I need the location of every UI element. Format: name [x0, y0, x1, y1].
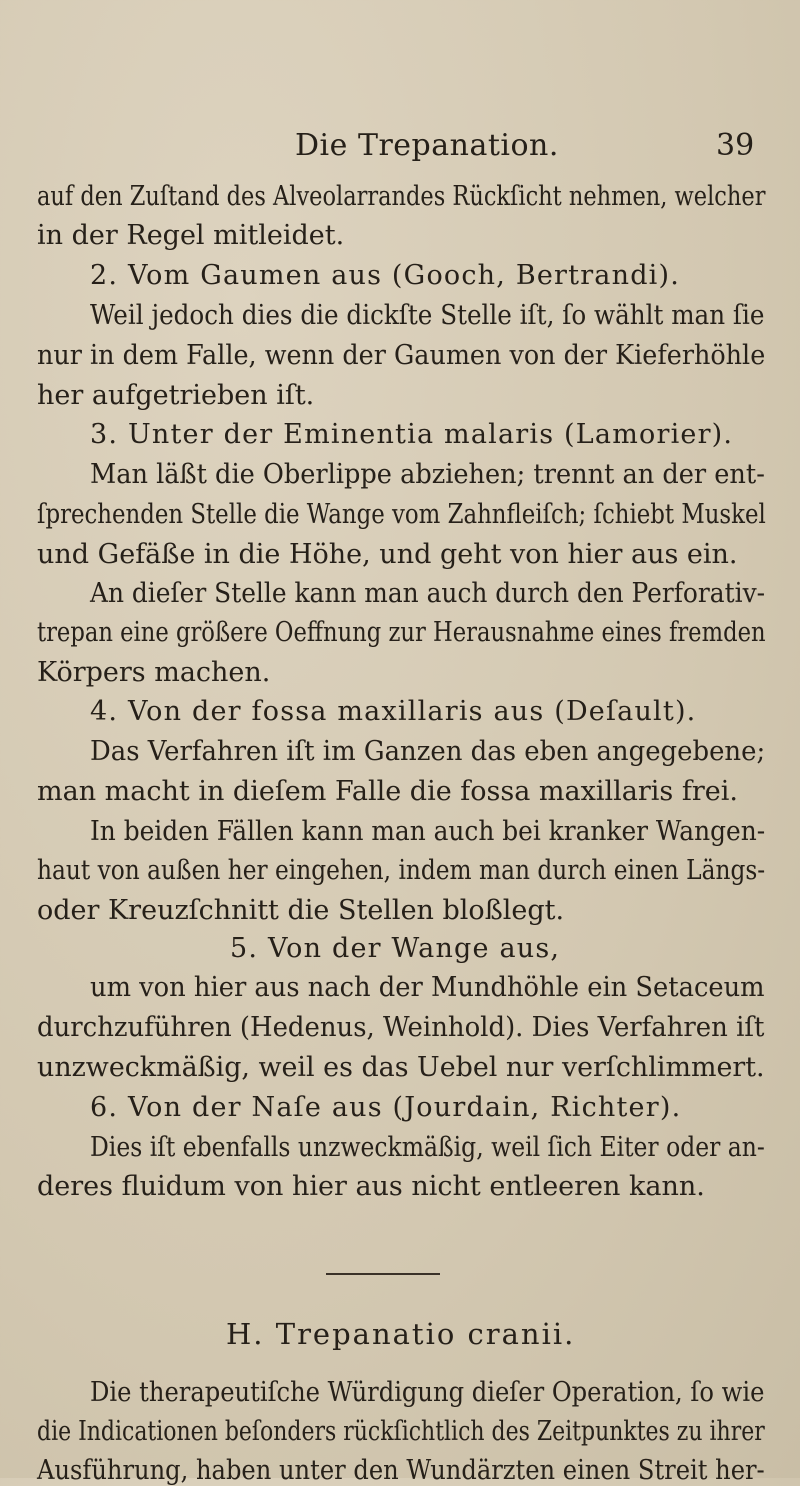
body-line: die Indicationen beſonders rückſichtlich des Zeitpunktes zu ihrer: [37, 1416, 765, 1447]
body-line: Körpers machen.: [37, 657, 271, 688]
body-line: Ausführung, haben unter den Wundärzten einen Streit her-: [37, 1455, 765, 1486]
body-line: trepan eine größere Oeffnung zur Herausnahme eines fremden: [37, 617, 766, 648]
body-line: ſprechenden Stelle die Wange vom Zahnfleiſch; ſchiebt Muskel: [37, 499, 766, 530]
page-number: 39: [716, 128, 755, 163]
body-line: Dies iſt ebenfalls unzweckmäßig, weil ſich Eiter oder an-: [90, 1132, 765, 1163]
body-line: Man läßt die Oberlippe abziehen; trennt an der ent-: [90, 459, 765, 490]
body-line: haut von außen her eingehen, indem man durch einen Längs-: [37, 855, 766, 886]
subsection-heading: 3. Unter der Eminentia malaris (Lamorier).: [90, 419, 734, 450]
section-heading: H. Trepanatio cranii.: [226, 1317, 576, 1351]
body-line: um von hier aus nach der Mundhöhle ein Setaceum: [90, 972, 765, 1003]
page-header: [0, 128, 800, 168]
body-line: deres fluidum von hier aus nicht entleeren kann.: [37, 1171, 705, 1202]
body-line: man macht in dieſem Falle die fossa maxillaris frei.: [37, 776, 738, 807]
body-line: Weil jedoch dies die dickſte Stelle iſt, ſo wählt man ſie: [90, 300, 765, 331]
body-line: In beiden Fällen kann man auch bei kranker Wangen-: [90, 816, 766, 847]
body-line: und Gefäße in die Höhe, und geht von hier aus ein.: [37, 539, 738, 570]
body-line: An dieſer Stelle kann man auch durch den Perforativ-: [90, 578, 766, 609]
subsection-heading: 4. Von der fossa maxillaris aus (Deſault).: [90, 696, 697, 727]
body-line: auf den Zuſtand des Alveolarrandes Rückſicht nehmen, welcher: [37, 181, 766, 212]
subsection-heading: 5. Von der Wange aus,: [230, 933, 561, 964]
body-line: Das Verfahren iſt im Ganzen das eben angegebene;: [90, 736, 766, 767]
body-line: in der Regel mitleidet.: [37, 220, 345, 251]
body-line: nur in dem Falle, wenn der Gaumen von der Kieferhöhle: [37, 340, 766, 371]
body-line: Die therapeutiſche Würdigung dieſer Operation, ſo wie: [90, 1377, 765, 1408]
body-line: durchzuführen (Hedenus, Weinhold). Dies Verfahren iſt: [37, 1012, 765, 1043]
body-line: oder Kreuzſchnitt die Stellen bloßlegt.: [37, 895, 565, 926]
subsection-heading: 2. Vom Gaumen aus (Gooch, Bertrandi).: [90, 260, 681, 291]
section-divider: [326, 1273, 440, 1275]
subsection-heading: 6. Von der Naſe aus (Jourdain, Richter).: [90, 1092, 682, 1123]
body-line: unzweckmäßig, weil es das Uebel nur verſchlimmert.: [37, 1052, 765, 1083]
running-title: Die Trepanation.: [295, 128, 559, 163]
body-line: her aufgetrieben iſt.: [37, 380, 315, 411]
